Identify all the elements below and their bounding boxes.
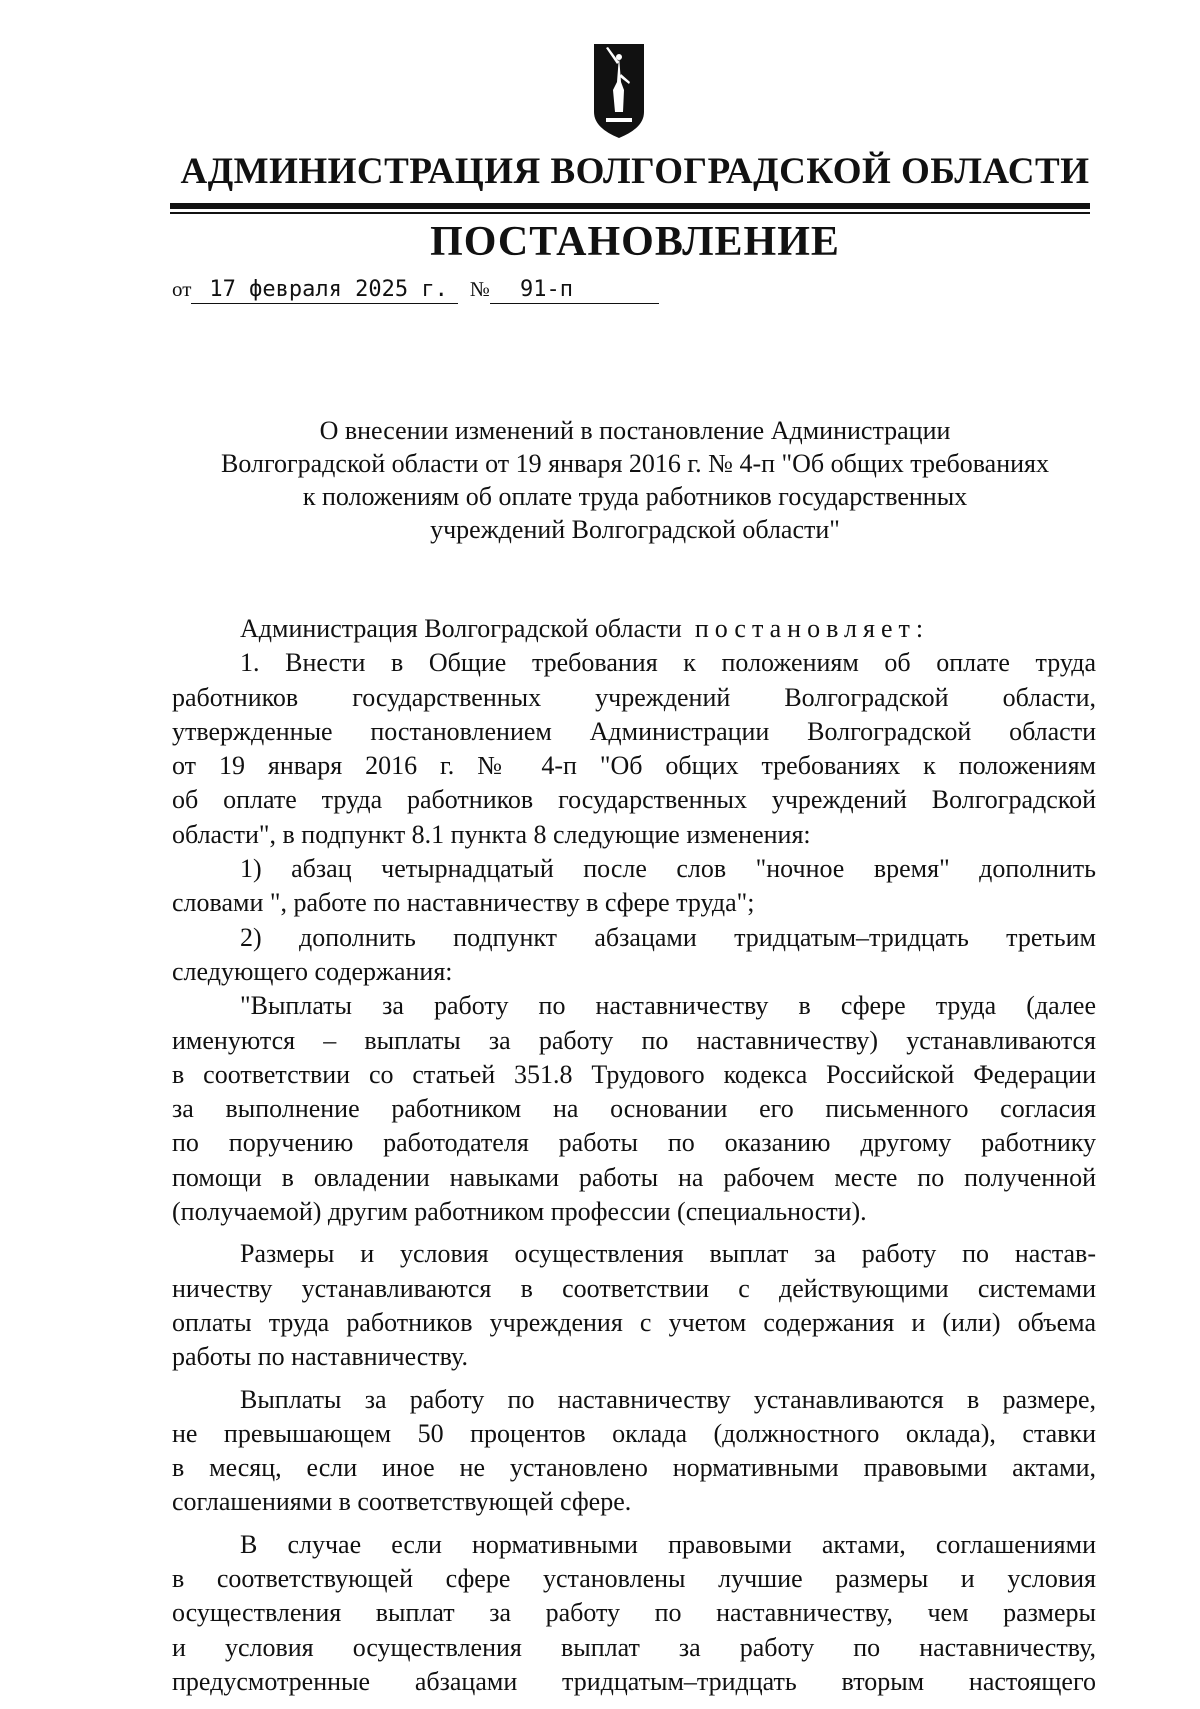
date-label: от xyxy=(172,277,192,301)
subject-line: О внесении изменений в постановление Администрации xyxy=(319,416,951,445)
intro-line xyxy=(172,612,1096,646)
document-body xyxy=(172,612,1096,1699)
paragraph-line: "Выплаты за работу по наставничеству в сфере труда (далее xyxy=(240,991,1096,1021)
paragraph-line: ничеству устанавливаются в соответствии с действующими системами xyxy=(172,1273,1096,1303)
paragraph-line: об оплате труда работников государственных учреждений Волгоградской xyxy=(172,785,1096,815)
paragraph-line: В случае если нормативными правовыми актами, соглашениями xyxy=(240,1529,1096,1559)
document-type-title: ПОСТАНОВЛЕНИЕ xyxy=(430,219,840,265)
subject-line: к положениям об оплате труда работников государственных xyxy=(302,482,968,511)
paragraph-line: оплаты труда работников учреждения с учетом содержания и (или) объема xyxy=(172,1307,1096,1337)
paragraph-line: за выполнение работником на основании его письменного согласия xyxy=(172,1094,1096,1124)
header-rule-thin xyxy=(170,212,1090,214)
paragraph-line: в соответствующей сфере установлены лучшие размеры и условия xyxy=(172,1564,1096,1594)
paragraph-line: осуществления выплат за работу по наставничеству, чем размеры xyxy=(172,1598,1096,1628)
paragraph-line: работы по наставничеству. xyxy=(172,1342,468,1372)
paragraph-line: и условия осуществления выплат за работу по наставничеству, xyxy=(172,1632,1096,1662)
paragraph-line: (получаемой) другим работником профессии (специальности). xyxy=(172,1197,867,1227)
paragraph-line: именуются – выплаты за работу по наставничеству) устанавливаются xyxy=(172,1025,1096,1055)
paragraph-line: 1. Внести в Общие требования к положениям об оплате труда xyxy=(240,648,1096,678)
paragraph-line: словами ", работе по наставничеству в сфере труда"; xyxy=(172,888,755,918)
header-rule-thick xyxy=(170,203,1090,209)
paragraph-line: в месяц, если иное не установлено нормативными правовыми актами, xyxy=(172,1453,1096,1483)
paragraph-line: по поручению работодателя работы по оказанию другому работнику xyxy=(172,1128,1096,1158)
subject-line: учреждений Волгоградской области" xyxy=(430,515,840,544)
paragraph-line: Выплаты за работу по наставничеству устанавливаются в размере, xyxy=(240,1384,1096,1414)
subject-line: Волгоградской области от 19 января 2016 г. № 4-п "Об общих требованиях xyxy=(220,449,1050,478)
intro-verb: постановляет: xyxy=(694,614,930,643)
paragraph-line: не превышающем 50 процентов оклада (должностного оклада), ставки xyxy=(172,1418,1096,1448)
paragraph-line: утвержденные постановлением Администрации Волгоградской области xyxy=(172,716,1096,746)
organization-name: АДМИНИСТРАЦИЯ ВОЛГОГРАДСКОЙ ОБЛАСТИ xyxy=(180,151,1090,192)
paragraph-line: помощи в овладении навыками работы на рабочем месте по полученной xyxy=(172,1162,1096,1192)
paragraph-line: в соответствии со статьей 351.8 Трудового кодекса Российской Федерации xyxy=(172,1059,1096,1089)
volgograd-coat-of-arms-icon xyxy=(592,42,646,140)
paragraph-gap xyxy=(172,1520,1096,1528)
paragraph-line: предусмотренные абзацами тридцатым–тридцать вторым настоящего xyxy=(172,1666,1096,1696)
number-field: 91-п xyxy=(490,277,659,304)
date-field: 17 февраля 2025 г. xyxy=(191,277,458,304)
paragraph-line: области", в подпункт 8.1 пункта 8 следующие изменения: xyxy=(172,819,811,849)
intro-text: Администрация Волгоградской области xyxy=(240,614,682,643)
document-subject xyxy=(170,414,1100,546)
date-number-line xyxy=(172,276,659,312)
paragraph-line: 2) дополнить подпункт абзацами тридцатым–тридцать третьим xyxy=(240,922,1096,952)
paragraph-line: работников государственных учреждений Волгоградской области, xyxy=(172,682,1096,712)
paragraph-gap xyxy=(172,1375,1096,1383)
paragraph-line: Размеры и условия осуществления выплат за работу по настав- xyxy=(240,1239,1096,1269)
paragraph-gap xyxy=(172,1229,1096,1237)
paragraph-line: соглашениями в соответствующей сфере. xyxy=(172,1487,632,1517)
paragraph-line: следующего содержания: xyxy=(172,956,453,986)
paragraph-line: 1) абзац четырнадцатый после слов "ночное время" дополнить xyxy=(240,854,1096,884)
number-label: № xyxy=(469,277,490,301)
paragraph-line: от 19 января 2016 г. № 4-п "Об общих требованиях к положениям xyxy=(172,751,1096,781)
